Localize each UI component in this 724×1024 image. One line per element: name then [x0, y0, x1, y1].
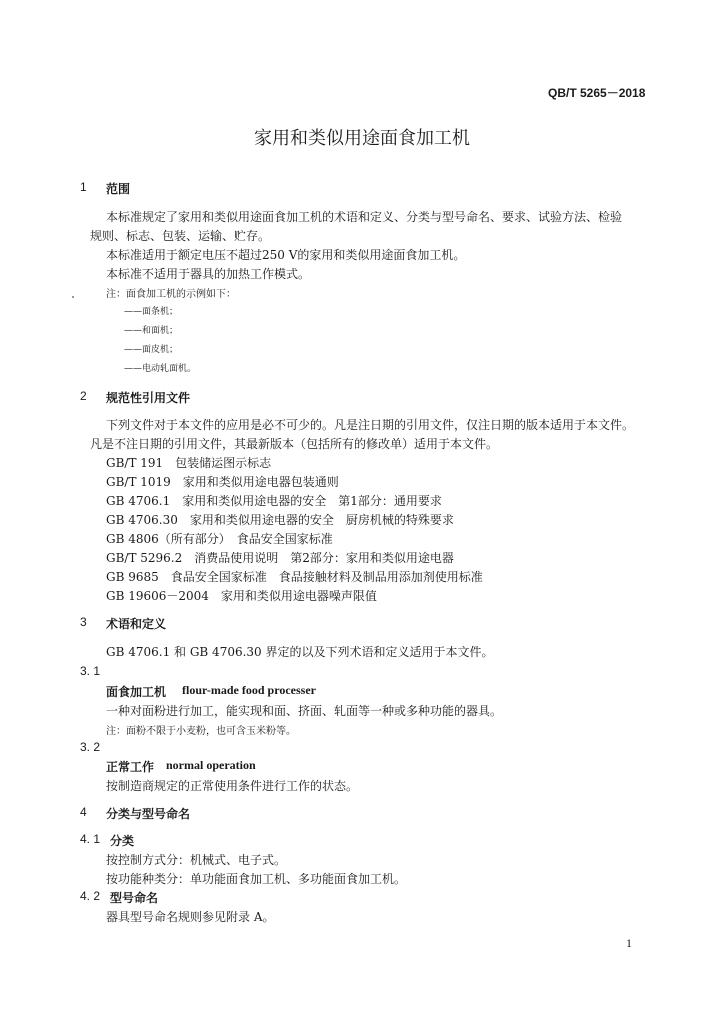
reference-item: GB 4706.1 家用和类似用途电器的安全 第1部分：通用要求 [106, 494, 442, 508]
section-1-number: 1 [80, 180, 87, 194]
scan-speck [72, 296, 74, 298]
section-2-paragraph-1b: 凡是不注日期的引用文件，其最新版本（包括所有的修改单）适用于本文件。 [90, 437, 499, 451]
term-3-2-en: normal operation [166, 758, 256, 772]
term-3-1-number: 3. 1 [80, 664, 101, 678]
subsection-4-1-title: 分类 [110, 834, 135, 848]
section-1-title: 范围 [106, 182, 131, 196]
section-1-paragraph-2: 本标准适用于额定电压不超过250 V的家用和类似用途面食加工机。 [106, 248, 466, 262]
section-3-title: 术语和定义 [106, 617, 167, 631]
term-3-1-definition: 一种对面粉进行加工，能实现和面、挤面、轧面等一种或多种功能的器具。 [106, 704, 503, 718]
section-2-number: 2 [80, 389, 87, 403]
section-1-paragraph-1b: 规则、标志、包装、运输、贮存。 [90, 229, 271, 243]
section-4-number: 4 [80, 805, 87, 819]
example-item: ——面皮机； [124, 345, 179, 355]
example-item: ——面条机； [124, 307, 179, 317]
term-3-1-note: 注：面粉不限于小麦粉，也可含玉米粉等。 [106, 726, 296, 737]
section-1-note: 注：面食加工机的示例如下： [106, 289, 236, 300]
section-4-title: 分类与型号命名 [106, 807, 191, 821]
section-1-paragraph-3: 本标准不适用于器具的加热工作模式。 [106, 267, 311, 281]
subsection-4-2-title: 型号命名 [110, 891, 159, 905]
term-3-2-number: 3. 2 [80, 740, 101, 754]
example-item: ——和面机； [124, 326, 179, 336]
subsection-4-1-line-2: 按功能种类分：单功能面食加工机、多功能面食加工机。 [106, 872, 407, 886]
subsection-4-1-number: 4. 1 [80, 832, 101, 846]
document-title: 家用和类似用途面食加工机 [254, 128, 470, 149]
standard-code: QB/T 5265－2018 [548, 86, 646, 100]
reference-item: GB 4706.30 家用和类似用途电器的安全 厨房机械的特殊要求 [106, 513, 454, 527]
subsection-4-2-number: 4. 2 [80, 889, 101, 903]
example-item: ——电动轧面机。 [124, 364, 197, 374]
section-2-paragraph-1a: 下列文件对于本文件的应用是必不可少的。凡是注日期的引用文件，仅注日期的版本适用于本文件。 [106, 418, 635, 432]
reference-item: GB/T 191 包装储运图示标志 [106, 456, 272, 470]
page-number: 1 [626, 936, 632, 950]
reference-item: GB/T 1019 家用和类似用途电器包装通则 [106, 475, 339, 489]
reference-item: GB/T 5296.2 消费品使用说明 第2部分：家用和类似用途电器 [106, 551, 454, 565]
section-2-title: 规范性引用文件 [106, 391, 191, 405]
subsection-4-1-line-1: 按控制方式分：机械式、电子式。 [106, 853, 287, 867]
term-3-2-definition: 按制造商规定的正常使用条件进行工作的状态。 [106, 779, 359, 793]
section-1-paragraph-1a: 本标准规定了家用和类似用途面食加工机的术语和定义、分类与型号命名、要求、试验方法、检验 [106, 210, 623, 224]
subsection-4-2-line-1: 器具型号命名规则参见附录 A。 [106, 910, 275, 924]
term-3-1-en: flour-made food processer [182, 683, 316, 697]
reference-item: GB 19606－2004 家用和类似用途电器噪声限值 [106, 589, 377, 603]
reference-item: GB 4806（所有部分） 食品安全国家标准 [106, 532, 333, 546]
section-3-number: 3 [80, 615, 87, 629]
term-3-1-zh: 面食加工机 [106, 685, 167, 699]
section-3-paragraph-1: GB 4706.1 和 GB 4706.30 界定的以及下列术语和定义适用于本文件。 [106, 645, 494, 659]
term-3-2-zh: 正常工作 [106, 760, 155, 774]
reference-item: GB 9685 食品安全国家标准 食品接触材料及制品用添加剂使用标准 [106, 570, 483, 584]
